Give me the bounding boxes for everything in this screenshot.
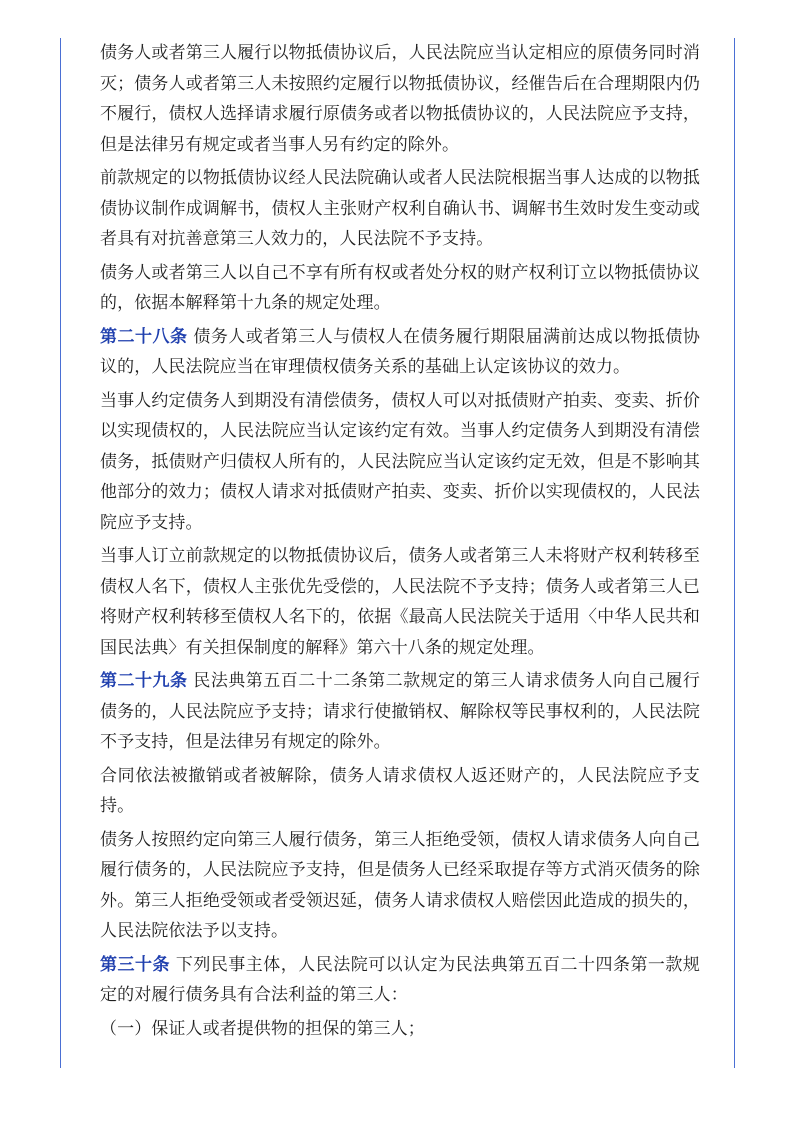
article-label: 第二十八条 <box>100 326 188 347</box>
paragraph-text: 民法典第五百二十二条第二款规定的第三人请求债务人向自己履行债务的，人民法院应予支持；请求行使撤销权、解除权等民事权利的，人民法院不予支持，但是法律另有规定的除外。 <box>100 671 700 752</box>
right-margin-rule <box>734 38 735 1068</box>
paragraph <box>100 666 700 758</box>
paragraph <box>100 258 700 319</box>
paragraph <box>100 322 700 383</box>
paragraph-text: 当事人约定债务人到期没有清偿债务，债权人可以对抵债财产拍卖、变卖、折价以实现债权的，人民法院应当认定该约定有效。当事人约定债务人到期没有清偿债务，抵债财产归债权人所有的，人民法院应当认定该约定无效，但是不影响其他部分的效力；债权人请求对抵债财产拍卖、变卖、折价以实现债权的，人民法院应予支持。 <box>100 390 700 533</box>
article-label: 第二十九条 <box>100 671 188 691</box>
paragraph <box>100 761 700 822</box>
paragraph-text: 债务人或者第三人与债权人在债务履行期限届满前达成以物抵债协议的，人民法院应当在审理债权债务关系的基础上认定该协议的效力。 <box>100 326 700 377</box>
paragraph <box>100 950 700 1011</box>
paragraph-text: 合同依法被撤销或者被解除，债务人请求债权人返还财产的，人民法院应予支持。 <box>100 765 700 816</box>
paragraph-text: 债务人或者第三人履行以物抵债协议后，人民法院应当认定相应的原债务同时消灭；债务人或者第三人未按照约定履行以物抵债协议，经催告后在合理期限内仍不履行，债权人选择请求履行原债务或者以物抵债协议的，人民法院应予支持，但是法律另有规定或者当事人另有约定的除外。 <box>100 43 700 155</box>
paragraph-text: （一）保证人或者提供物的担保的第三人； <box>100 1018 425 1039</box>
paragraph <box>100 386 700 539</box>
paragraph <box>100 38 700 160</box>
paragraph <box>100 541 700 663</box>
paragraph <box>100 163 700 255</box>
paragraph <box>100 825 700 947</box>
article-label: 第三十条 <box>100 954 170 975</box>
paragraph-text: 当事人订立前款规定的以物抵债协议后，债务人或者第三人未将财产权利转移至债权人名下，债权人主张优先受偿的，人民法院不予支持；债务人或者第三人已将财产权利转移至债权人名下的，依据《最高人民法院关于适用〈中华人民共和国民法典〉有关担保制度的解释》第六十八条的规定处理。 <box>100 546 700 658</box>
paragraph-text: 债务人按照约定向第三人履行债务，第三人拒绝受领，债权人请求债务人向自己履行债务的，人民法院应予支持，但是债务人已经采取提存等方式消灭债务的除外。第三人拒绝受领或者受领迟延，债务人请求债权人赔偿因此造成的损失的，人民法院依法予以支持。 <box>100 829 700 941</box>
document-body <box>100 38 700 1047</box>
paragraph-text: 债务人或者第三人以自己不享有所有权或者处分权的财产权利订立以物抵债协议的，依据本解释第十九条的规定处理。 <box>100 262 700 313</box>
paragraph-text: 前款规定的以物抵债协议经人民法院确认或者人民法院根据当事人达成的以物抵债协议制作成调解书，债权人主张财产权利自确认书、调解书生效时发生变动或者具有对抗善意第三人效力的，人民法院不予支持。 <box>100 168 700 249</box>
left-margin-rule <box>60 38 61 1068</box>
paragraph <box>100 1014 700 1045</box>
paragraph-text: 下列民事主体，人民法院可以认定为民法典第五百二十四条第一款规定的对履行债务具有合法利益的第三人： <box>100 954 700 1005</box>
